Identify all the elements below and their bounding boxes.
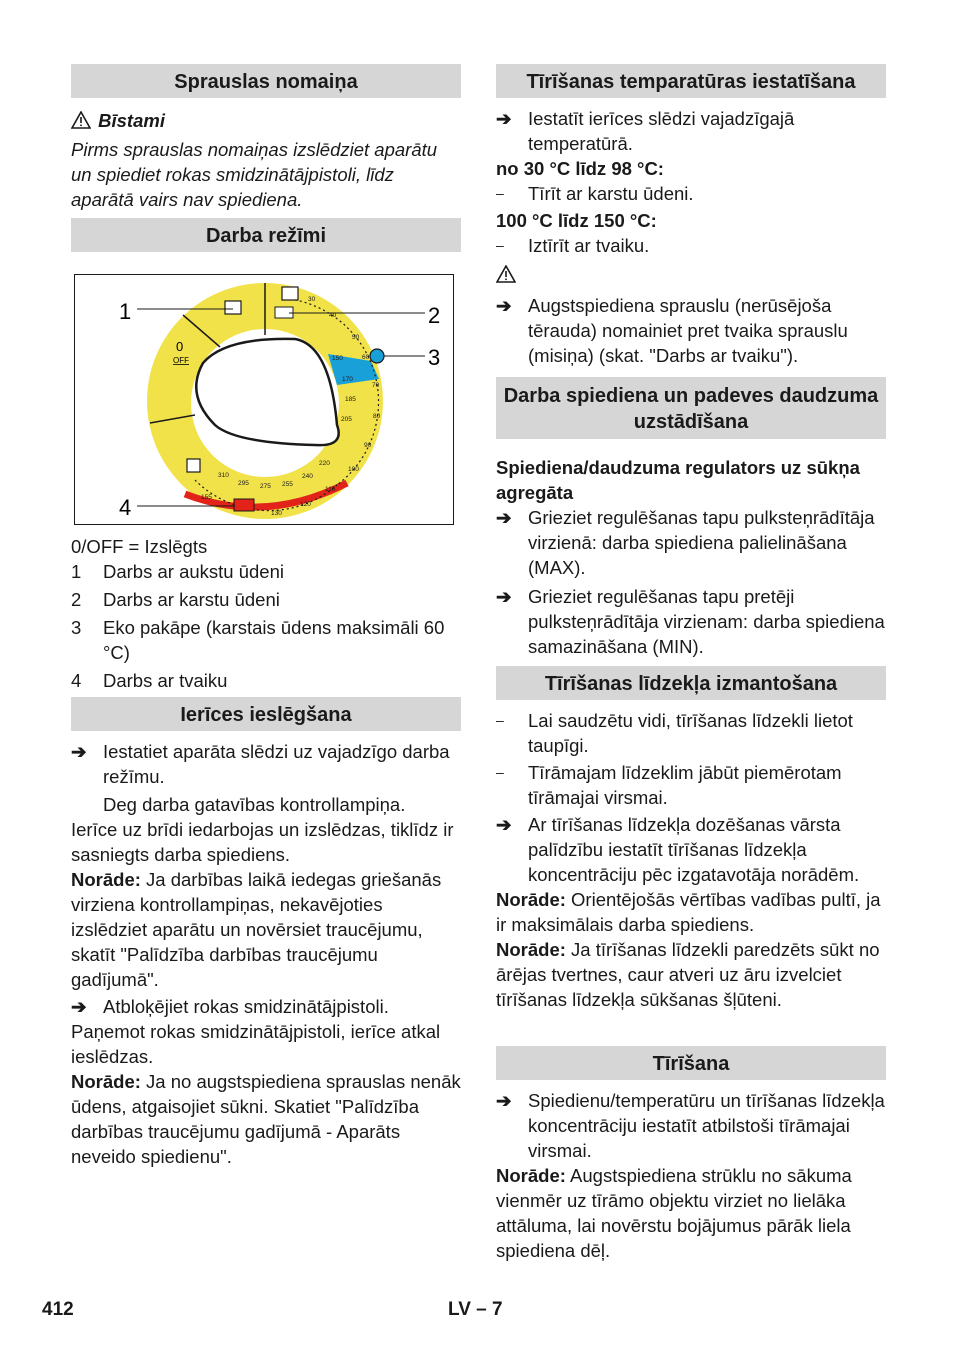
scale-label: 130 [271,510,282,517]
note-label: Norāde: [496,1165,566,1186]
arrow-right-icon: ➔ [496,108,512,129]
scale-label: 205 [341,416,352,423]
arrow-right-icon: ➔ [496,586,512,607]
cleaning-block [496,1088,886,1263]
dash-item [496,181,886,206]
legend-item [71,668,461,693]
scale-label: 275 [260,483,271,490]
dash-marker: – [496,185,504,201]
scale-label: 150 [332,355,343,362]
arrow-right-icon: ➔ [71,996,87,1017]
section-heading: Tīrīšanas līdzekļa izmantošana [496,666,886,700]
note-text: Ja tīrīšanas līdzekli paredzēts sūkt no ārējas tvertnes, caur atveri uz āru izvelciet tīrīšanas līdzekļa sūkšanas šļūteni. [496,939,880,1010]
scale-label: 155 [201,494,212,501]
range-heading: 100 °C līdz 150 °C: [496,210,657,231]
eco-icon [370,349,384,363]
step-text: Iestatīt ierīces slēdzi vajadzīgajā temperatūrā. [528,108,795,154]
arrow-right-icon: ➔ [496,295,512,316]
step-text: Ar tīrīšanas līdzekļa dozēšanas vārsta palīdzību iestatīt tīrīšanas līdzekļa koncentrāciju pēc izgatavotāja norādēm. [528,814,860,885]
scale-label: 110 [325,486,336,493]
note-text: Ja no augstspiediena sprauslas nenāk ūdens, atgaisojiet sūkni. Skatiet "Palīdzība darbības traucējumu gadījumā - Aparāts neveido spiedienu". [71,1071,461,1167]
step [496,812,886,887]
arrow-right-icon: ➔ [496,507,512,528]
step-text: Atbloķējiet rokas smidzinātājpistoli. [103,996,389,1017]
callout-2: 2 [428,303,441,328]
page-footer-label [448,1299,503,1321]
step [71,739,461,789]
warning-line [496,262,886,287]
danger-block [71,108,461,212]
mode-dial-svg [75,275,455,526]
legend-text: Darbs ar tvaiku [103,670,228,691]
dash-text: Iztīrīt ar tvaiku. [528,235,650,256]
arrow-right-icon: ➔ [71,741,87,762]
scale-label: 255 [282,481,293,488]
step-text: Augstspiediena sprauslu (nerūsējoša tērauda) nomainiet pret tvaika sprauslu (misiņa) (skat. "Darbs ar tvaiku"). [528,295,848,366]
dash-item [496,708,886,758]
language-code: LV [448,1299,471,1320]
scale-label: 220 [319,460,330,467]
note [71,1069,461,1169]
scale-label: 70 [372,382,380,389]
legend-off-value: Izslēgts [144,536,208,557]
scale-label: 90 [364,442,372,449]
legend-text: Darbs ar aukstu ūdeni [103,561,284,582]
note-label: Norāde: [496,889,566,910]
mode-legend [71,534,461,693]
step [496,505,886,580]
legend-item [71,559,461,584]
note-text: Orientējošās vērtības vadības pultī, ja ir maksimālais darba spiediens. [496,889,881,935]
note-text: Augstspiediena strūklu no sākuma vienmēr uz tīrāmo objektu virziet no lielāka attāluma, lai novērstu bojājumus pārāk liela spiediena dēļ. [496,1165,852,1261]
off-zero-label: 0 [176,339,184,354]
scale-label: 185 [345,396,356,403]
scale-label: 100 [348,466,359,473]
scale-label: 60 [362,354,370,361]
section-heading: Darba spiediena un padeves daudzuma uzstādīšana [496,377,886,439]
warning-icon [496,264,518,284]
step-text: Grieziet regulēšanas tapu pretēji pulksteņrādītāja virzienam: darba spiediena samazināšana (MIN). [528,586,885,657]
section-heading: Sprauslas nomaiņa [71,64,461,98]
section-heading: Ierīces ieslēgšana [71,697,461,731]
step-text: Spiedienu/temperatūru un tīrīšanas līdzekļa koncentrāciju iestatīt atbilstoši tīrāmajai virsmai. [528,1090,885,1161]
danger-label: Bīstami [98,110,165,131]
note-text: Ja darbības laikā iedegas griešanās virziena kontrollampiņas, nekavējoties izslēdziet aparātu un novērsiet traucējumu, skatīt "Palīdzība darbības traucējumu gadījumā". [71,869,442,990]
scale-label: 240 [302,473,313,480]
callout-4: 4 [119,495,132,520]
dash-marker: – [496,764,504,780]
legend-num: 4 [71,670,82,691]
steam-icon [234,499,254,511]
legend-text: Darbs ar karstu ūdeni [103,589,280,610]
arrow-right-icon: ➔ [496,1090,512,1111]
section-heading: Darba režīmi [71,218,461,252]
section-heading: Tīrīšanas temparatūras iestatīšana [496,64,886,98]
legend-num: 1 [71,561,82,582]
step [496,293,886,368]
dash-item [496,233,886,258]
callout-3: 3 [428,345,441,370]
switch-on-block [71,739,461,1169]
step-text: Iestatiet aparāta slēdzi uz vajadzīgo darba režīmu. [103,741,450,787]
legend-off-key: 0/OFF = [71,536,140,557]
note [496,937,886,1012]
dash-item [496,760,886,810]
scale-label: 40 [329,312,337,319]
indent-text: Deg darba gatavības kontrollampiņa. [103,794,406,815]
dash-text: Tīrīt ar karstu ūdeni. [528,183,694,204]
callout-1: 1 [119,299,132,324]
temperature-block [496,106,886,368]
note-label: Norāde: [71,869,141,890]
hot-water-icon [282,287,298,300]
scale-label: 310 [218,472,229,479]
step [496,584,886,659]
note [71,867,461,992]
step [496,1088,886,1163]
section-heading: Tīrīšana [496,1046,886,1080]
scale-label: 30 [308,296,316,303]
legend-item [71,587,461,612]
cold-water-icon [225,301,241,314]
legend-num: 2 [71,589,82,610]
scale-label: 170 [342,376,353,383]
note-label: Norāde: [496,939,566,960]
dash-text: Lai saudzētu vidi, tīrīšanas līdzekli lietot taupīgi. [528,710,853,756]
scale-label: 80 [373,413,381,420]
legend-off [71,534,461,559]
dash-marker: – [496,712,504,728]
section-page: – 7 [476,1299,503,1320]
detergent-icon [187,459,200,472]
step-text: Grieziet regulēšanas tapu pulksteņrādītāja virzienā: darba spiediena palielināšana (MAX). [528,507,875,578]
range-heading: no 30 °C līdz 98 °C: [496,158,664,179]
legend-text: Eko pakāpe (karstais ūdens maksimāli 60 °C) [103,617,445,663]
warning-icon [71,110,93,130]
off-label: OFF [173,356,189,365]
paragraph: Ierīce uz brīdi iedarbojas un izslēdzas, tiklīdz ir sasniegts darba spiediens. [71,819,454,865]
legend-item [71,615,461,665]
page-number: 412 [42,1299,74,1320]
step [71,994,461,1019]
legend-num: 3 [71,617,82,638]
paragraph: Paņemot rokas smidzinātājpistoli, ierīce atkal ieslēdzas. [71,1021,441,1067]
dash-marker: – [496,237,504,253]
scale-label: 120 [300,501,311,508]
note [496,1163,886,1263]
scale-label: 295 [238,480,249,487]
scale-label: 50 [352,334,360,341]
note [496,887,886,937]
step [496,106,886,156]
note-label: Norāde: [71,1071,141,1092]
mode-dial-figure [74,274,454,525]
pressure-block [496,455,886,659]
danger-text: Pirms sprauslas nomaiņas izslēdziet aparātu un spiediet rokas smidzinātājpistoli, līdz aparātā vairs nav spiediena. [71,139,438,210]
arrow-right-icon: ➔ [496,814,512,835]
detergent-block [496,708,886,1012]
dash-text: Tīrāmajam līdzeklim jābūt piemērotam tīrāmajai virsmai. [528,762,842,808]
subheading: Spiediena/daudzuma regulators uz sūkņa agregāta [496,457,860,503]
